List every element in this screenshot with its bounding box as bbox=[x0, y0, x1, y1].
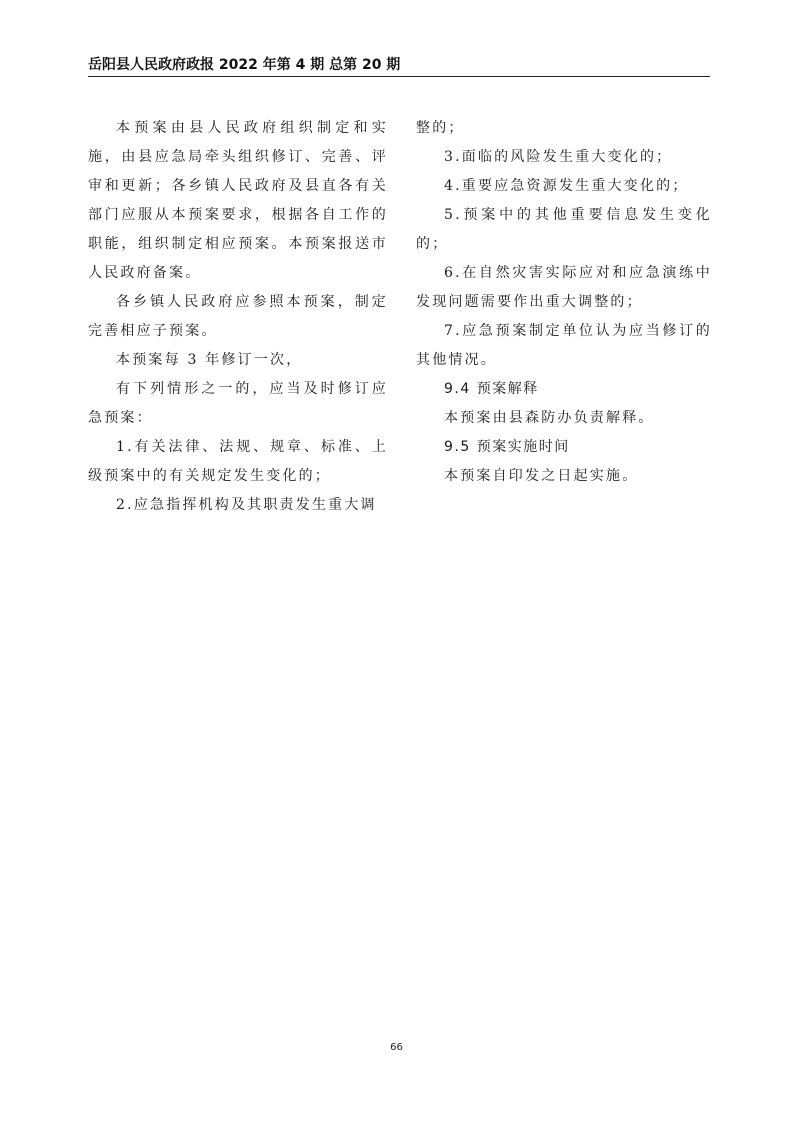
section-9-5-text: 本预案自印发之日起实施。 bbox=[444, 468, 639, 484]
section-9-5-heading: 9.5 预案实施时间 bbox=[444, 439, 570, 455]
list-item-6: 6.在自然灾害实际应对和应急演练中发现问题需要作出重大调整的； bbox=[416, 265, 712, 310]
list-item-5: 5.预案中的其他重要信息发生变化的； bbox=[416, 207, 712, 252]
list-item-7: 7.应急预案制定单位认为应当修订的其他情况。 bbox=[416, 323, 712, 368]
paragraph-plan-responsibility: 本预案由县人民政府组织制定和实施，由县应急局牵头组织修订、完善、评审和更新；各乡镇人民政府及县直各有关部门应服从本预案要求，根据各自工作的职能，组织制定相应预案。本预案报送市人民政府备案。 bbox=[88, 120, 388, 281]
section-9-4-text: 本预案由县森防办负责解释。 bbox=[444, 410, 655, 426]
list-item-4: 4.重要应急资源发生重大变化的； bbox=[444, 178, 689, 194]
page-header: 岳阳县人民政府政报 2022 年第 4 期 总第 20 期 bbox=[88, 57, 401, 73]
list-item-2-continuation: 整的； bbox=[416, 120, 465, 136]
paragraph-revision-cycle: 本预案每 3 年修订一次， bbox=[116, 352, 303, 368]
left-column bbox=[88, 114, 388, 520]
paragraph-township-plans: 各乡镇人民政府应参照本预案，制定完善相应子预案。 bbox=[88, 294, 388, 339]
list-item-2: 2.应急指挥机构及其职责发生重大调 bbox=[116, 497, 377, 513]
header-divider bbox=[88, 76, 710, 77]
list-item-1: 1.有关法律、法规、规章、标准、上级预案中的有关规定发生变化的； bbox=[88, 439, 388, 484]
paragraph-revision-conditions: 有下列情形之一的，应当及时修订应急预案： bbox=[88, 381, 388, 426]
section-9-4-heading: 9.4 预案解释 bbox=[444, 381, 539, 397]
right-column bbox=[416, 114, 712, 491]
page-number: 66 bbox=[390, 1042, 403, 1053]
list-item-3: 3.面临的风险发生重大变化的； bbox=[444, 149, 673, 165]
